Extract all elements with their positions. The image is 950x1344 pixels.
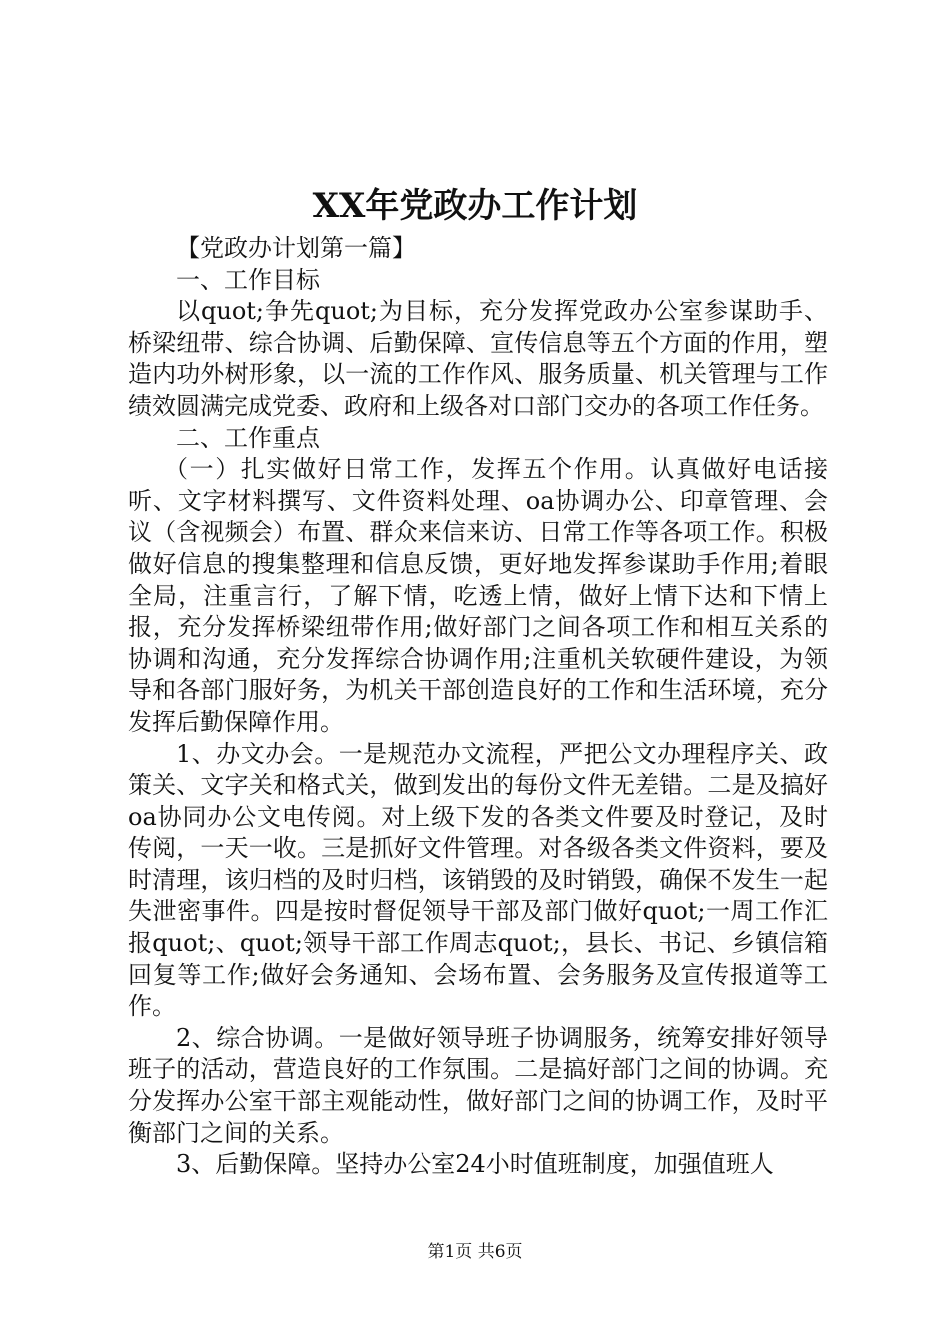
paragraph-daily-work: （一）扎实做好日常工作，发挥五个作用。认真做好电话接听、文字材料撰写、文件资料处理、oa协调办公、印章管理、会议（含视频会）布置、群众来信来访、日常工作等各项工作。积极做好信息的搜集整理和信息反馈，更好地发挥参谋助手作用;着眼全局，注重言行，了解下情，吃透上情，做好上情下达和下情上报，充分发挥桥梁纽带作用;做好部门之间各项工作和相互关系的协调和沟通，充分发挥综合协调作用;注重机关软硬件建设，为领导和各部门服好务，为机关干部创造良好的工作和生活环境，充分发挥后勤保障作用。 <box>128 455 828 736</box>
heading-work-focus: 二、工作重点 <box>176 423 320 452</box>
paragraph-logistics: 3、后勤保障。坚持办公室24小时值班制度，加强值班人 <box>176 1150 774 1179</box>
paragraph-documents-meetings: 1、办文办会。一是规范办文流程，严把公文办理程序关、政策关、文字关和格式关，做到发出的每份文件无差错。二是及搞好oa协同办公文电传阅。对上级下发的各类文件要及时登记，及时传阅，一天一收。三是抓好文件管理。对各级各类文件资料，要及时清理，该归档的及时归档，该销毁的及时销毁，确保不发生一起失泄密事件。四是按时督促领导干部及部门做好quot;一周工作汇报quot;、quot;领导干部工作周志quot;，县长、书记、乡镇信箱回复等工作;做好会务通知、会场布置、会务服务及宣传报道等工作。 <box>128 739 828 1021</box>
paragraph-work-goals: 以quot;争先quot;为目标，充分发挥党政办公室参谋助手、桥梁纽带、综合协调、后勤保障、宣传信息等五个方面的作用，塑造内功外树形象，以一流的工作作风、服务质量、机关管理与工作绩效圆满完成党委、政府和上级各对口部门交办的各项工作任务。 <box>128 297 828 420</box>
heading-work-goals: 一、工作目标 <box>176 265 320 294</box>
page-number-footer: 第1页 共6页 <box>427 1242 523 1262</box>
page-title: XX年党政办工作计划 <box>312 186 638 226</box>
section-label: 【党政办计划第一篇】 <box>176 234 416 262</box>
document-body <box>128 233 828 1181</box>
paragraph-coordination: 2、综合协调。一是做好领导班子协调服务，统筹安排好领导班子的活动，营造良好的工作氛围。二是搞好部门之间的协调。充分发挥办公室干部主观能动性，做好部门之间的协调工作，及时平衡部门之间的关系。 <box>128 1023 828 1147</box>
